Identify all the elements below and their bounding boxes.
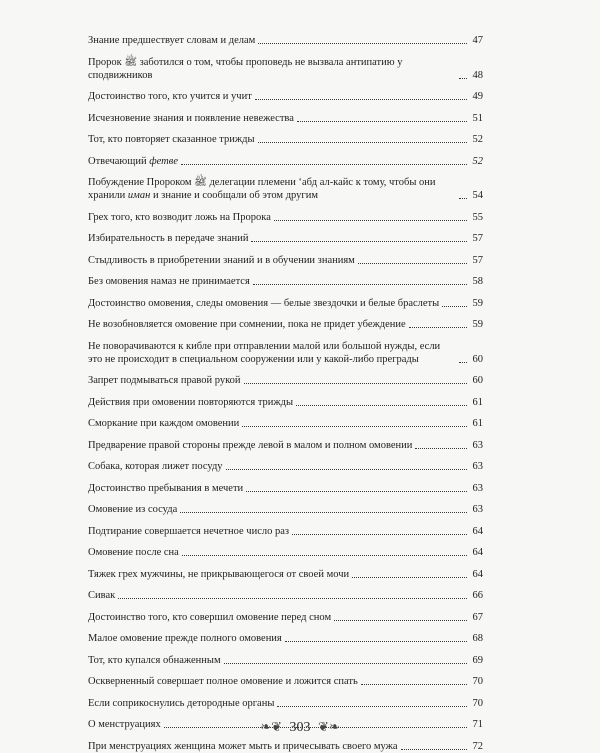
dot-leader	[246, 490, 467, 492]
toc-entry-title-part: и знание и сообщали об этом другим	[150, 190, 318, 201]
toc-entry	[88, 546, 483, 559]
toc-entry	[88, 374, 483, 387]
toc-entry	[88, 568, 483, 581]
toc-entry-page-number: 54	[472, 190, 483, 201]
toc-entry-title: Подтирание совершается нечетное число раз	[88, 525, 290, 537]
toc-entry-title-part: Отвечающий	[88, 155, 150, 167]
toc-entry-title: Тот, кто повторяет сказанное трижды	[88, 134, 255, 145]
toc-entry-page-number: 57	[472, 254, 483, 266]
dot-leader	[459, 197, 467, 199]
toc-entry	[88, 90, 483, 103]
page-footer	[0, 718, 600, 737]
toc-entry-title: Без омовения намаз не принимается	[88, 276, 250, 287]
toc-entry-page-number: 60	[472, 353, 483, 365]
toc-entry	[88, 654, 483, 667]
toc-entry-title: Малое омовение прежде полного омовения	[88, 633, 282, 644]
toc-entry	[88, 297, 483, 310]
toc-entry-title: Предварение правой стороны прежде левой в малом и полном омовении	[88, 439, 413, 451]
dot-leader	[459, 77, 467, 79]
toc-entry	[88, 503, 483, 516]
toc-entry	[88, 697, 483, 710]
toc-entry-title: Тяжек грех мужчины, не прикрывающегося от своей мочи	[88, 568, 350, 580]
toc-entry-title: Если соприкоснулись детородные органы	[88, 697, 275, 709]
toc-entry-page-number: 64	[472, 547, 483, 558]
toc-entry-page-number: 66	[472, 590, 483, 601]
toc-entry-page-number: 68	[472, 633, 483, 644]
dot-leader	[334, 619, 467, 621]
toc-entry-page-number: 63	[472, 439, 483, 451]
toc-entry-title: При менструациях женщина может мыть и причесывать своего мужа	[88, 740, 398, 752]
ornament-right-icon: ❦❧	[318, 719, 340, 734]
dot-leader	[181, 163, 467, 165]
dot-leader	[358, 262, 467, 264]
toc-entry-page-number: 63	[472, 461, 483, 472]
toc-entry-page-number: 69	[472, 654, 483, 666]
dot-leader	[118, 597, 467, 599]
ornament-left-icon: ❧❦	[260, 719, 282, 734]
toc-entry-page-number: 63	[472, 482, 483, 494]
toc-entry	[88, 155, 483, 168]
toc-entry-page-number: 51	[472, 112, 483, 124]
toc-entry	[88, 318, 483, 331]
toc-entry	[88, 112, 483, 125]
toc-entry-page-number: 70	[472, 676, 483, 687]
toc-entry-title: Избирательность в передаче знаний	[88, 233, 249, 244]
toc-entry-title: Достоинство того, кто учится и учит	[88, 91, 252, 102]
toc-entry	[88, 417, 483, 430]
toc-entry-title: Достоинство того, кто совершил омовение перед сном	[88, 611, 332, 623]
dot-leader	[292, 533, 467, 535]
toc-entry-title: Омовение из сосуда	[88, 504, 178, 515]
dot-leader	[459, 361, 467, 363]
dot-leader	[361, 683, 467, 685]
toc-entry	[88, 740, 483, 753]
page-number: 303	[289, 720, 311, 735]
toc-entry-title: Пророк ﷺ заботился о том, чтобы проповедь не вызвала антипатию у сподвижников	[88, 56, 403, 81]
toc-entry-title: Знание предшествует словам и делам	[88, 35, 256, 46]
toc-entry-page-number: 64	[472, 568, 483, 580]
toc-entry-page-number: 59	[472, 319, 483, 330]
toc-entry	[88, 632, 483, 645]
dot-leader	[296, 404, 467, 406]
toc-entry-title: Сивак	[88, 590, 116, 601]
toc-entry-title: Тот, кто купался обнаженным	[88, 654, 221, 666]
toc-entry-page-number: 58	[472, 276, 483, 287]
toc-entry	[88, 482, 483, 495]
toc-entry	[88, 589, 483, 602]
dot-leader	[442, 305, 467, 307]
toc-entry	[88, 133, 483, 146]
toc-entry-title: Собака, которая лижет посуду	[88, 461, 223, 472]
toc-entry-title: Стыдливость в приобретении знаний и в обучении знаниям	[88, 254, 355, 266]
dot-leader	[242, 425, 467, 427]
toc-entry-page-number: 49	[472, 91, 483, 102]
toc-entry	[88, 211, 483, 224]
toc-entry-page-number: 52	[472, 155, 483, 167]
dot-leader	[277, 705, 467, 707]
toc-entry-page-number: 63	[472, 504, 483, 515]
toc-entry-title	[88, 155, 178, 168]
toc-entry-title: Омовение после сна	[88, 547, 179, 558]
toc-entry	[88, 275, 483, 288]
toc-entry-page-number: 48	[472, 69, 483, 81]
dot-leader	[297, 120, 467, 122]
toc-entry	[88, 396, 483, 409]
dot-leader	[255, 98, 467, 100]
toc-entry-page-number: 70	[472, 697, 483, 709]
toc-entry-title: Не возобновляется омовение при сомнении, пока не придет убеждение	[88, 319, 406, 330]
toc-entry-title-part: Побуждение Пророком ﷺ делегации племени ‘абд ал-кайс к тому, чтобы они хранили	[88, 177, 436, 201]
toc-entry-title: Достоинство омовения, следы омовения — белые звездочки и белые браслеты	[88, 297, 440, 309]
toc-entry	[88, 56, 483, 82]
dot-leader	[409, 326, 467, 328]
dot-leader	[180, 511, 467, 513]
toc-entry	[88, 439, 483, 452]
toc-entry	[88, 340, 483, 366]
toc-entry-title: Не поворачиваются к кибле при отправлении малой или большой нужды, если это не происходит в специальном сооружении или у какой-либо преграды	[88, 340, 441, 365]
toc-entry-page-number: 59	[472, 297, 483, 309]
table-of-contents	[88, 34, 483, 753]
toc-entry-page-number: 61	[472, 396, 483, 408]
toc-entry	[88, 611, 483, 624]
toc-entry-page-number: 61	[472, 418, 483, 429]
dot-leader	[415, 447, 467, 449]
toc-entry-page-number: 64	[472, 525, 483, 537]
toc-entry-page-number: 52	[472, 134, 483, 145]
toc-entry	[88, 232, 483, 245]
toc-entry	[88, 176, 483, 202]
toc-entry-title-term: иман	[127, 190, 151, 201]
toc-entry-page-number: 67	[472, 611, 483, 623]
toc-entry-title: Исчезновение знания и появление невежества	[88, 112, 294, 124]
dot-leader	[226, 468, 467, 470]
toc-entry-title: Оскверненный совершает полное омовение и ложится спать	[88, 676, 358, 687]
toc-entry-title-term: фетве	[149, 155, 178, 167]
toc-entry-title: О менструациях	[88, 719, 161, 730]
dot-leader	[258, 141, 467, 143]
dot-leader	[224, 662, 467, 664]
dot-leader	[285, 640, 467, 642]
dot-leader	[244, 382, 467, 384]
toc-entry	[88, 34, 483, 47]
toc-entry-title: Достоинство пребывания в мечети	[88, 482, 244, 494]
toc-entry-page-number: 55	[472, 211, 483, 223]
toc-entry-title: Запрет подмываться правой рукой	[88, 375, 241, 386]
toc-entry-page-number: 71	[472, 719, 483, 730]
dot-leader	[182, 554, 467, 556]
toc-entry	[88, 675, 483, 688]
toc-entry-page-number: 60	[472, 375, 483, 386]
toc-entry-page-number: 72	[472, 740, 483, 752]
dot-leader	[274, 219, 467, 221]
dot-leader	[401, 748, 467, 750]
toc-entry	[88, 254, 483, 267]
toc-entry-title: Сморкание при каждом омовении	[88, 418, 240, 429]
dot-leader	[253, 283, 467, 285]
dot-leader	[258, 42, 467, 44]
toc-entry-title: Действия при омовении повторяются трижды	[88, 396, 294, 408]
dot-leader	[352, 576, 467, 578]
toc-entry-page-number: 57	[472, 233, 483, 244]
toc-entry-title	[88, 176, 456, 202]
toc-entry	[88, 525, 483, 538]
toc-entry-title: Грех того, кто возводит ложь на Пророка	[88, 211, 271, 223]
dot-leader	[251, 240, 467, 242]
toc-entry-page-number: 47	[472, 35, 483, 46]
toc-entry	[88, 460, 483, 473]
